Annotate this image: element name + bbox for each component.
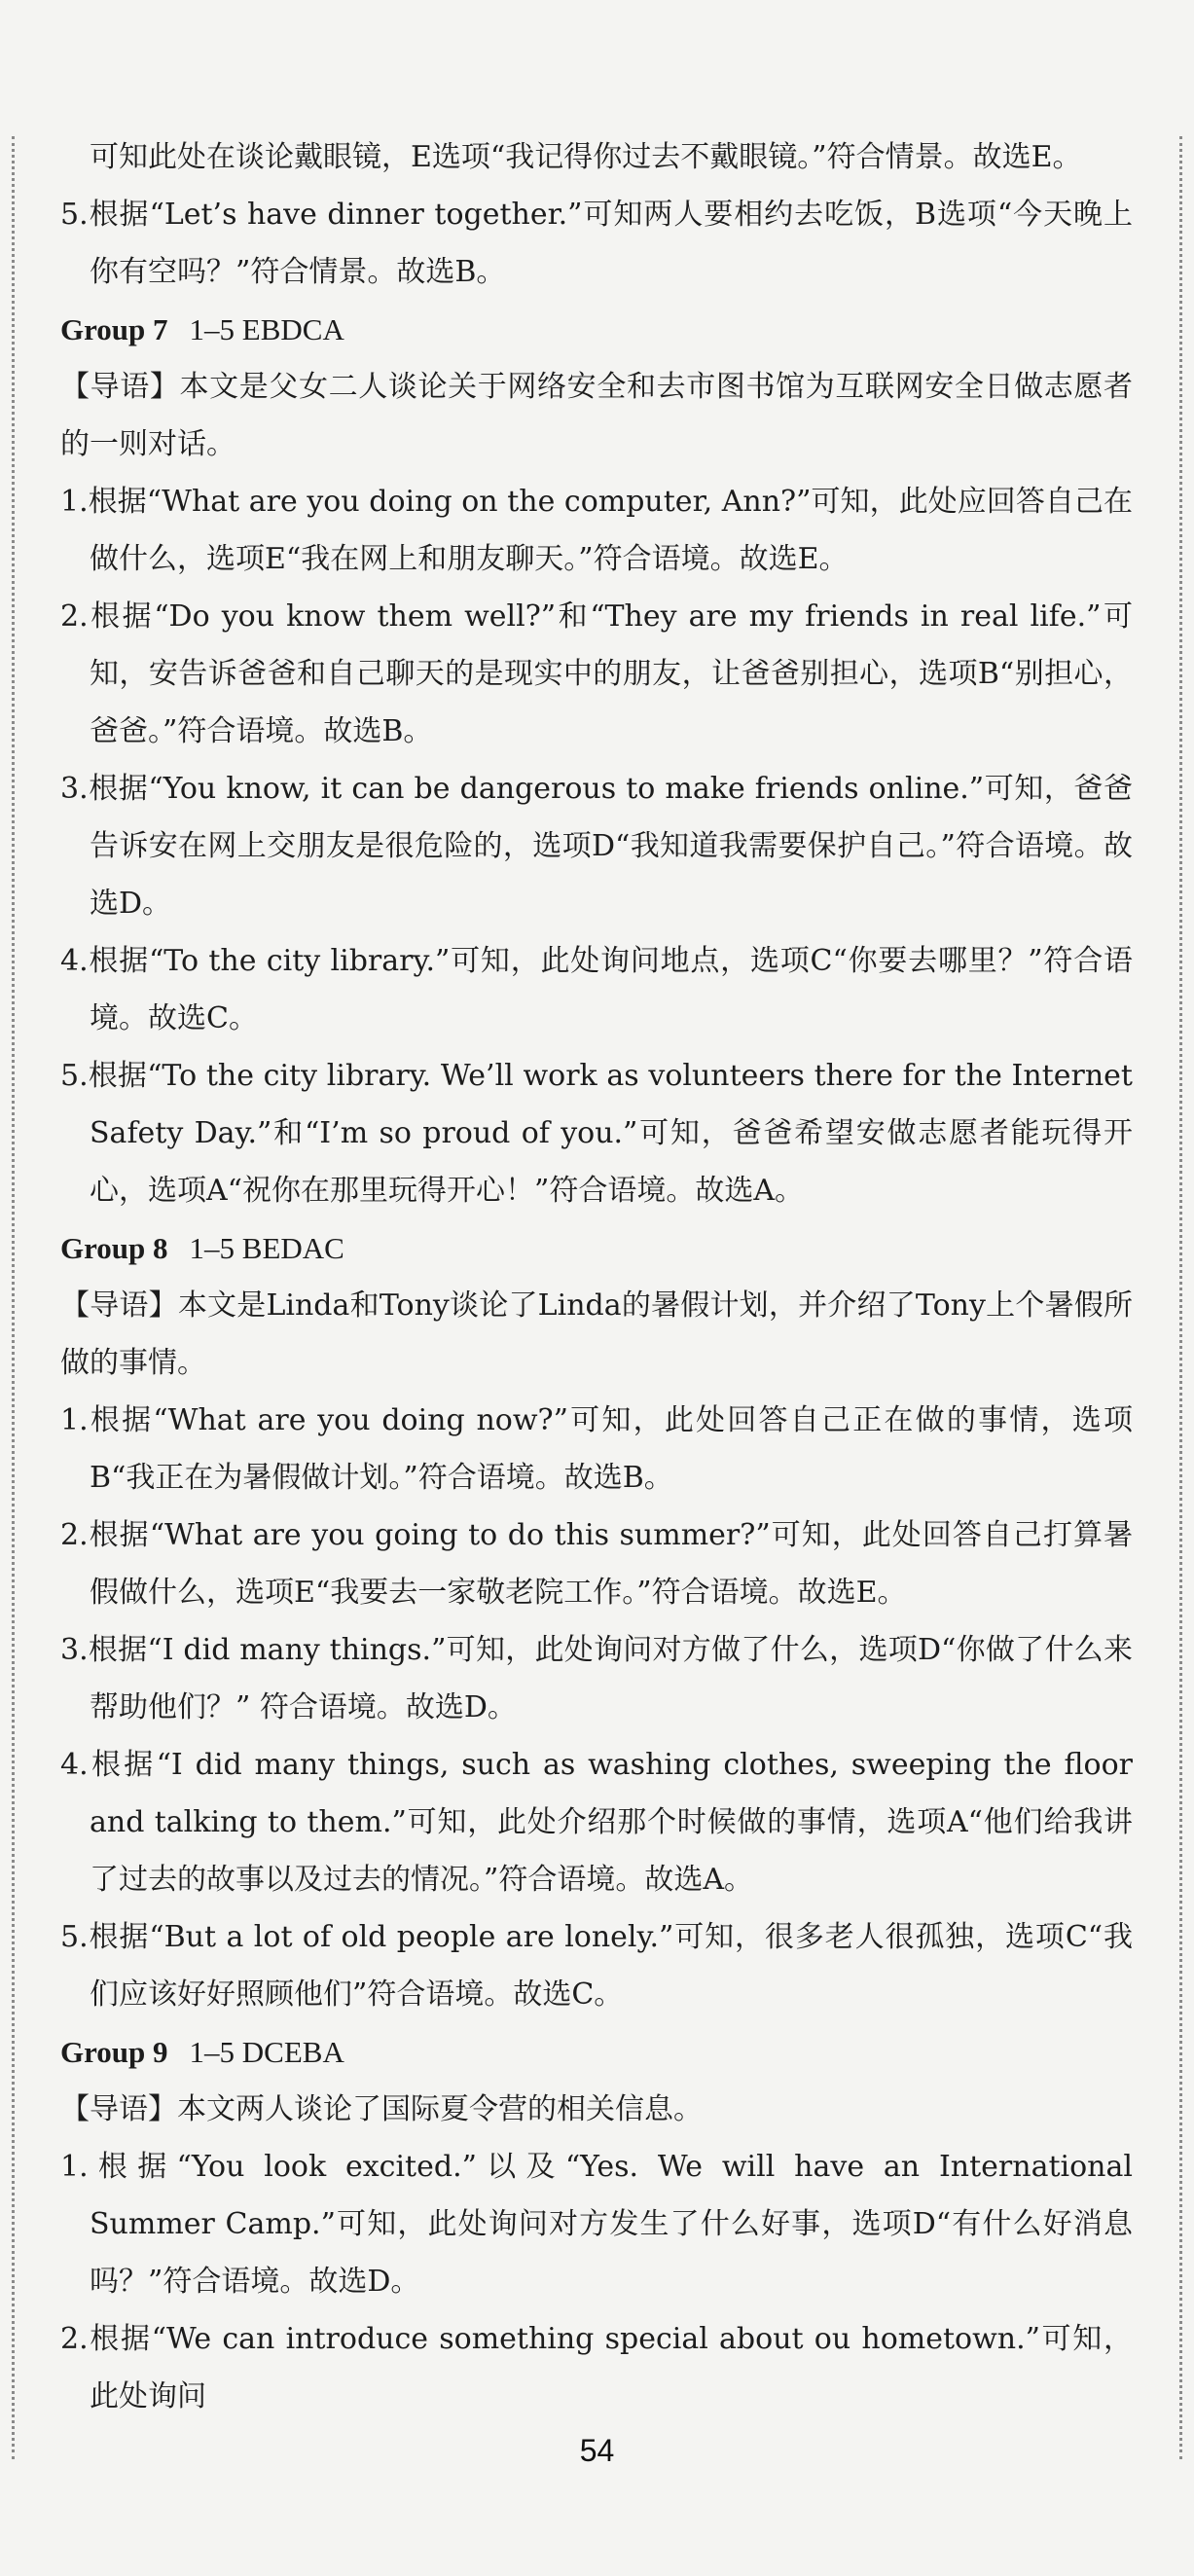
- page-number: 54: [579, 2433, 615, 2468]
- group-title: Group 9: [60, 2035, 168, 2069]
- group-8-section: [60, 1219, 1133, 2023]
- explanation-item: 2.根据“What are you going to do this summer?”可知，此处回答自己打算暑假做什么，选项E“我要去一家敬老院工作。”符合语境。故选E。: [60, 1518, 1133, 1610]
- answer-explanations: [60, 128, 1133, 2425]
- group-7-section: [60, 301, 1133, 1219]
- group-answers: 1–5 EBDCA: [189, 312, 344, 346]
- explanation-item: 2.根据“We can introduce something special about ou hometown.”可知，此处询问: [60, 2322, 1133, 2413]
- group-heading: [60, 301, 1133, 358]
- continued-line: 可知此处在谈论戴眼镜，E选项“我记得你过去不戴眼镜。”符合情景。故选E。: [90, 140, 1082, 174]
- explanation-item: 3.根据“I did many things.”可知，此处询问对方做了什么，选项D“你做了什么来帮助他们？” 符合语境。故选D。: [60, 1633, 1133, 1724]
- group-title: Group 7: [60, 312, 168, 346]
- explanation-item: 4.根据“To the city library.”可知，此处询问地点，选项C“你要去哪里？”符合语境。故选C。: [60, 944, 1133, 1035]
- group-heading: [60, 1219, 1133, 1277]
- explanation-item: 3.根据“You know, it can be dangerous to make friends online.”可知，爸爸告诉安在网上交朋友是很危险的，选项D“我知道我需要保护自己。”符合语境。故选D。: [60, 772, 1133, 921]
- explanation-item: 1.根据“What are you doing now?”可知，此处回答自己正在做的事情，选项B“我正在为暑假做计划。”符合语境。故选B。: [60, 1403, 1133, 1495]
- binding-edge-left: [12, 136, 15, 2459]
- group-answers: 1–5 DCEBA: [189, 2035, 344, 2069]
- explanation-item: 1.根据“You look excited.”以及“Yes. We will have an International Summer Camp.”可知，此处询问对方发生了什么好事，选项D“有什么好消息吗？”符合语境。故选D。: [60, 2150, 1133, 2299]
- binding-edge-right: [1179, 136, 1182, 2459]
- explanation-item: 5.根据“To the city library. We’ll work as volunteers there for the Internet Safety Day.”和“I’m so proud of you.”可知，爸爸希望安做志愿者能玩得开心，选项A“祝你在那里玩得开心！”符合语境。故选A。: [60, 1059, 1133, 1208]
- explanation-item: 2.根据“Do you know them well?”和“They are my friends in real life.”可知，安告诉爸爸和自己聊天的是现实中的朋友，让爸爸别担心，选项B“别担心，爸爸。”符合语境。故选B。: [60, 599, 1133, 748]
- group-9-section: [60, 2023, 1133, 2425]
- group-title: Group 8: [60, 1231, 168, 1265]
- explanation-item: 5.根据“But a lot of old people are lonely.”可知，很多老人很孤独，选项C“我们应该好好照顾他们”符合语境。故选C。: [60, 1920, 1133, 2012]
- explanation-item: 4.根据“I did many things, such as washing clothes, sweeping the floor and talking to them.”可知，此处介绍那个时候做的事情，选项A“他们给我讲了过去的故事以及过去的情况。”符合语境。故选A。: [60, 1748, 1133, 1897]
- guide-text: 【导语】本文是父女二人谈论关于网络安全和去市图书馆为互联网安全日做志愿者的一则对话。: [60, 370, 1133, 461]
- explanation-item: 1.根据“What are you doing on the computer, Ann?”可知，此处应回答自己在做什么，选项E“我在网上和朋友聊天。”符合语境。故选E。: [60, 485, 1133, 576]
- guide-text: 【导语】本文是Linda和Tony谈论了Linda的暑假计划，并介绍了Tony上个暑假所做的事情。: [60, 1288, 1133, 1380]
- guide-text: 【导语】本文两人谈论了国际夏令营的相关信息。: [60, 2092, 703, 2126]
- group-heading: [60, 2023, 1133, 2081]
- explanation-item: 5.根据“Let’s have dinner together.”可知两人要相约去吃饭，B选项“今天晚上你有空吗？”符合情景。故选B。: [60, 198, 1133, 289]
- group-answers: 1–5 BEDAC: [189, 1231, 344, 1265]
